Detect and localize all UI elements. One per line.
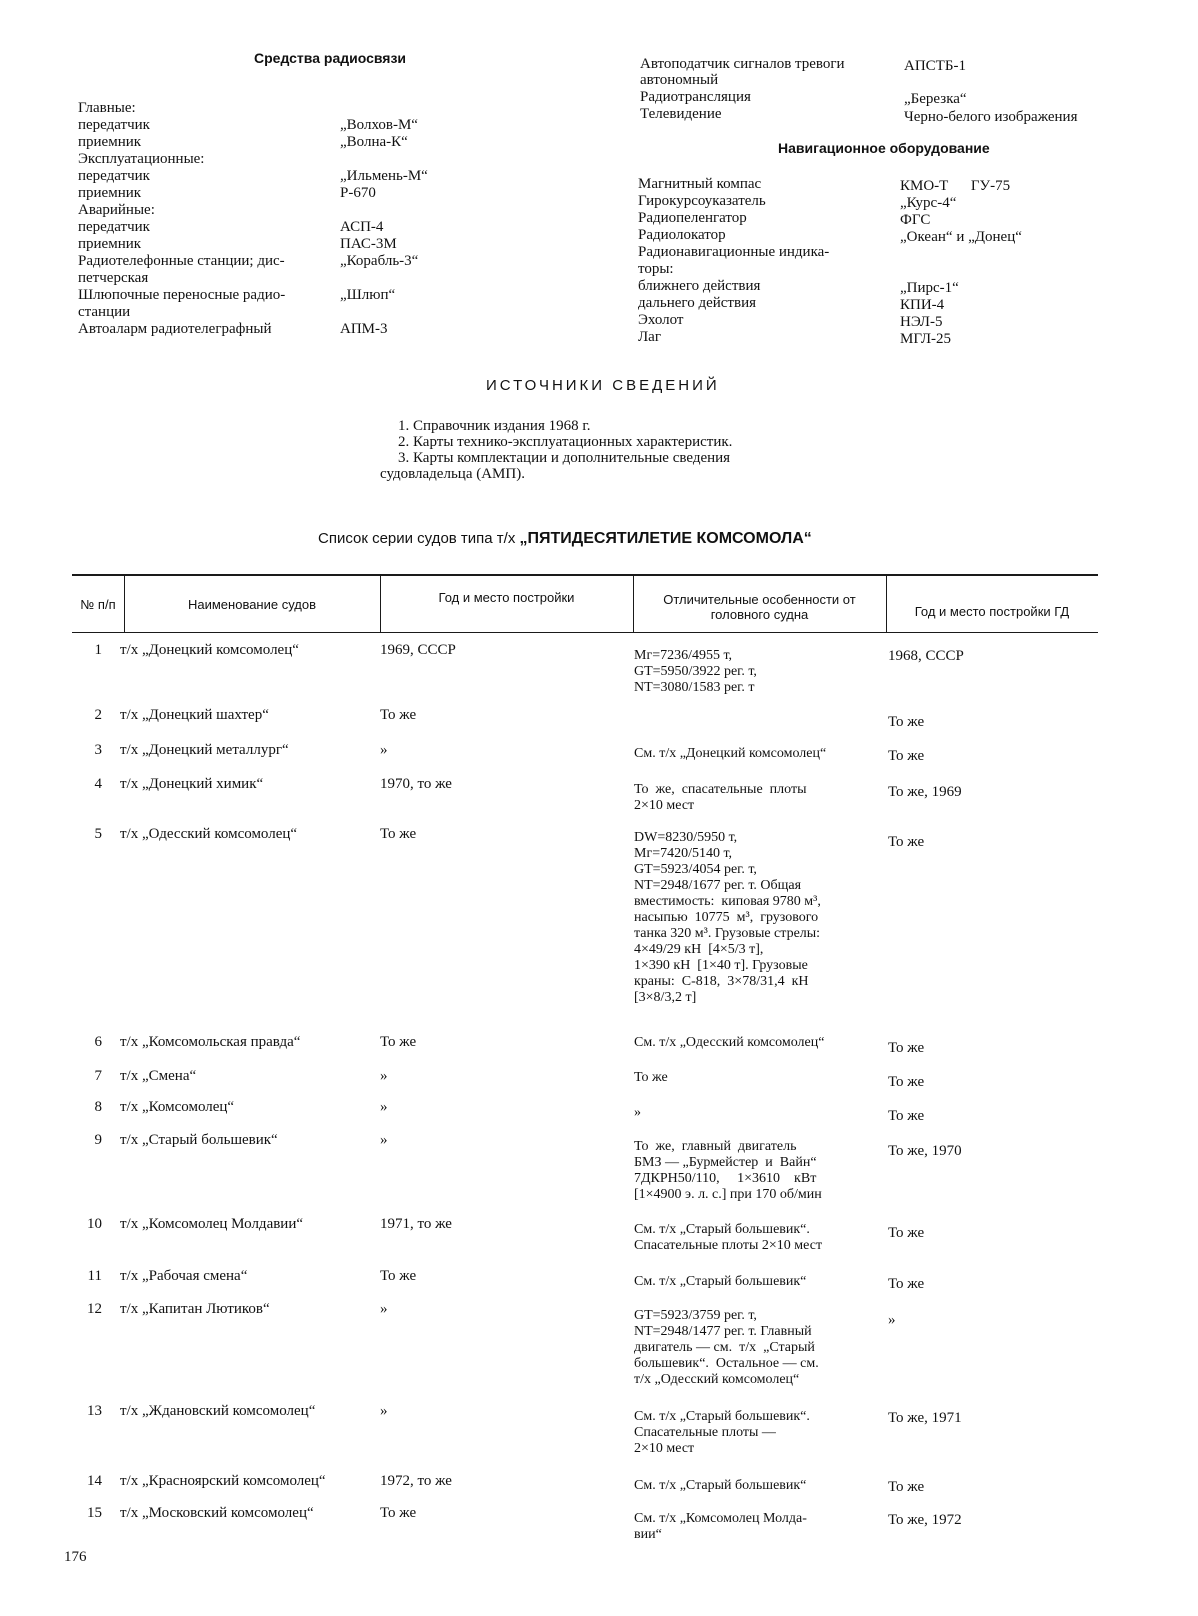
radio-row-label: станции (78, 304, 131, 320)
engine-build-year-place: То же (888, 748, 925, 764)
table-header-rule (72, 632, 1098, 633)
vessel-name: т/х „Одесский комсомолец“ (120, 826, 298, 842)
build-year-place: То же (380, 1268, 417, 1284)
nav-row-label: торы: (638, 261, 674, 277)
build-year-place: » (380, 1403, 388, 1419)
build-year-place: То же (380, 826, 417, 842)
distinctive-features: См. т/х „Старый большевик“. Спасательные плоты 2×10 мест (634, 1222, 823, 1253)
engine-build-year-place: То же (888, 834, 925, 850)
engine-build-year-place: То же (888, 1040, 925, 1056)
distinctive-features: Mг=7236/4955 т, GT=5950/3922 рег. т, NT=3080/1583 рег. т (634, 648, 757, 695)
source-item-2: 2. Карты технико-эксплуатационных характеристик. (398, 434, 733, 450)
radio-row-label: Шлюпочные переносные радио- (78, 287, 286, 303)
nav-row-label: Гирокурсоуказатель (638, 193, 766, 209)
right-row-value: „Березка“ (904, 91, 967, 107)
engine-build-year-place: То же (888, 1276, 925, 1292)
radio-row-label: приемник (78, 185, 142, 201)
radio-row-value: „Ильмень-М“ (340, 168, 428, 184)
nav-row-label: Радионавигационные индика- (638, 244, 830, 260)
build-year-place: То же (380, 707, 417, 723)
radio-row-value: „Волна-К“ (340, 134, 408, 150)
nav-row-value: „Курс-4“ (900, 195, 957, 211)
radio-row-label: передатчик (78, 219, 150, 235)
radio-row-label: Аварийные: (78, 202, 155, 218)
row-number: 1 (94, 642, 102, 658)
nav-row-label: Радиопеленгатор (638, 210, 747, 226)
series-title-name: „ПЯТИДЕСЯТИЛЕТИЕ КОМСОМОЛА“ (519, 530, 812, 547)
source-item-4: судовладельца (АМП). (380, 466, 525, 482)
distinctive-features: То же, спасательные плоты 2×10 мест (634, 782, 807, 813)
distinctive-features: См. т/х „Старый большевик“ (634, 1478, 807, 1493)
row-number: 4 (94, 776, 102, 792)
distinctive-features: См. т/х „Донецкий комсомолец“ (634, 746, 827, 761)
build-year-place: 1972, то же (380, 1473, 452, 1489)
distinctive-features: То же, главный двигатель БМЗ — „Бурмейстер и Вайн“ 7ДКРН50/110, 1×3610 кВт [1×4900 э. л. с.] при 170 об/мин (634, 1139, 822, 1202)
header-built: Год и место постройки (438, 590, 575, 605)
radio-row-value: „Корабль-3“ (340, 253, 419, 269)
radio-row-label: Радиотелефонные станции; дис- (78, 253, 285, 269)
radio-row-label: передатчик (78, 117, 150, 133)
row-number: 10 (87, 1216, 102, 1232)
radio-row-value: АПМ-3 (340, 321, 388, 337)
radio-row-label: петчерская (78, 270, 149, 286)
distinctive-features: То же (634, 1070, 668, 1085)
engine-build-year-place: То же, 1970 (888, 1143, 962, 1159)
row-number: 8 (94, 1099, 102, 1115)
nav-row-label: Магнитный компас (638, 176, 762, 192)
radio-row-label: Автоаларм радиотелеграфный (78, 321, 272, 337)
nav-row-value: МГЛ-25 (900, 331, 952, 347)
engine-build-year-place: То же (888, 1074, 925, 1090)
right-row-label: автономный (640, 72, 719, 88)
nav-row-value: НЭЛ-5 (900, 314, 943, 330)
radio-row-value: ПАС-3М (340, 236, 397, 252)
distinctive-features: См. т/х „Комсомолец Молда- вии“ (634, 1511, 807, 1542)
vessel-name: т/х „Красноярский комсомолец“ (120, 1473, 326, 1489)
radio-row-label: Эксплуатационные: (78, 151, 205, 167)
nav-row-value: „Океан“ и „Донец“ (900, 229, 1022, 245)
series-title-prefix: Список серии судов типа т/х (318, 530, 520, 547)
radio-row-value: Р-670 (340, 185, 376, 201)
build-year-place: » (380, 1099, 388, 1115)
radio-row-value: АСП-4 (340, 219, 384, 235)
engine-build-year-place: То же (888, 1225, 925, 1241)
build-year-place: То же (380, 1034, 417, 1050)
row-number: 3 (94, 742, 102, 758)
nav-row-value: ФГС (900, 212, 931, 228)
build-year-place: 1970, то же (380, 776, 452, 792)
nav-row-label: Эхолот (638, 312, 684, 328)
right-row-value: АПСТБ-1 (904, 58, 966, 74)
radio-row-value: „Волхов-М“ (340, 117, 418, 133)
right-row-value: Черно-белого изображения (904, 109, 1078, 125)
build-year-place: 1969, СССР (380, 642, 456, 658)
vessel-name: т/х „Донецкий химик“ (120, 776, 264, 792)
row-number: 7 (94, 1068, 102, 1084)
nav-row-label: ближнего действия (638, 278, 761, 294)
radio-row-label: приемник (78, 134, 142, 150)
vessel-name: т/х „Донецкий шахтер“ (120, 707, 269, 723)
vessel-name: т/х „Старый большевик“ (120, 1132, 278, 1148)
build-year-place: » (380, 1068, 388, 1084)
build-year-place: То же (380, 1505, 417, 1521)
nav-row-label: дальнего действия (638, 295, 757, 311)
engine-build-year-place: То же, 1972 (888, 1512, 962, 1528)
radio-section-title: Средства радиосвязи (254, 50, 407, 66)
engine-build-year-place: То же, 1969 (888, 784, 962, 800)
build-year-place: » (380, 742, 388, 758)
vessel-name: т/х „Рабочая смена“ (120, 1268, 248, 1284)
distinctive-features: DW=8230/5950 т, Mг=7420/5140 т, GT=5923/4054 рег. т, NT=2948/1677 рег. т. Общая вместимость: киповая 9780 м³, насыпью 10775 м³, грузового танка 320 м³. Грузовые стрелы: 4×49/29 кН [4×5/3 т], 1×390 кН [1×40 т]. Грузовые краны: С-818, 3×78/31,4 кН [3×8/3,2 т] (634, 830, 821, 1005)
distinctive-features: См. т/х „Одесский комсомолец“ (634, 1035, 825, 1050)
engine-build-year-place: 1968, СССР (888, 648, 964, 664)
vessel-name: т/х „Ждановский комсомолец“ (120, 1403, 316, 1419)
radio-row-label: приемник (78, 236, 142, 252)
row-number: 9 (94, 1132, 102, 1148)
engine-build-year-place: То же, 1971 (888, 1410, 962, 1426)
source-item-3: 3. Карты комплектации и дополнительные сведения (398, 450, 731, 466)
right-row-label: Радиотрансляция (640, 89, 751, 105)
nav-row-value: КПИ-4 (900, 297, 945, 313)
row-number: 12 (87, 1301, 102, 1317)
distinctive-features: » (634, 1105, 641, 1120)
engine-build-year-place: То же (888, 714, 925, 730)
right-row-label: Телевидение (640, 106, 722, 122)
vessel-name: т/х „Донецкий комсомолец“ (120, 642, 299, 658)
vessel-name: т/х „Комсомолец“ (120, 1099, 235, 1115)
build-year-place: » (380, 1301, 388, 1317)
nav-row-value: КМО-Т ГУ-75 (900, 178, 1011, 194)
row-number: 5 (94, 826, 102, 842)
page-number: 176 (64, 1549, 87, 1565)
vessel-name: т/х „Комсомольская правда“ (120, 1034, 301, 1050)
nav-row-value: „Пирс-1“ (900, 280, 959, 296)
distinctive-features: См. т/х „Старый большевик“. Спасательные плоты — 2×10 мест (634, 1409, 810, 1456)
source-item-1: 1. Справочник издания 1968 г. (398, 418, 591, 434)
row-number: 15 (87, 1505, 102, 1521)
sources-title: ИСТОЧНИКИ СВЕДЕНИЙ (486, 377, 720, 394)
radio-row-value: „Шлюп“ (340, 287, 396, 303)
navigation-section-title: Навигационное оборудование (778, 140, 990, 156)
vessel-name: т/х „Капитан Лютиков“ (120, 1301, 270, 1317)
header-name: Наименование судов (187, 597, 317, 612)
build-year-place: 1971, то же (380, 1216, 452, 1232)
build-year-place: » (380, 1132, 388, 1148)
nav-row-label: Радиолокатор (638, 227, 726, 243)
vessel-name: т/х „Московский комсомолец“ (120, 1505, 314, 1521)
row-number: 2 (94, 707, 102, 723)
engine-build-year-place: То же (888, 1108, 925, 1124)
nav-row-label: Лаг (638, 329, 661, 345)
header-diff: Отличительные особенности от головного судна (663, 592, 856, 622)
table-top-rule (72, 574, 1098, 576)
distinctive-features: См. т/х „Старый большевик“ (634, 1274, 807, 1289)
row-number: 6 (94, 1034, 102, 1050)
vessel-name: т/х „Донецкий металлург“ (120, 742, 289, 758)
header-engine: Год и место постройки ГД (914, 604, 1070, 619)
radio-row-label: Главные: (78, 100, 136, 116)
engine-build-year-place: То же (888, 1479, 925, 1495)
header-num: № п/п (80, 597, 116, 612)
row-number: 11 (87, 1268, 102, 1284)
distinctive-features: GT=5923/3759 рег. т, NT=2948/1477 рег. т. Главный двигатель — см. т/х „Старый большевик“. Остальное — см. т/х „Одесский комсомолец“ (634, 1308, 819, 1387)
vessel-name: т/х „Комсомолец Молдавии“ (120, 1216, 304, 1232)
radio-row-label: передатчик (78, 168, 150, 184)
row-number: 13 (87, 1403, 102, 1419)
vessel-name: т/х „Смена“ (120, 1068, 197, 1084)
row-number: 14 (87, 1473, 102, 1489)
right-row-label: Автоподатчик сигналов тревоги (640, 56, 845, 72)
series-title (318, 530, 812, 548)
engine-build-year-place: » (888, 1312, 896, 1328)
